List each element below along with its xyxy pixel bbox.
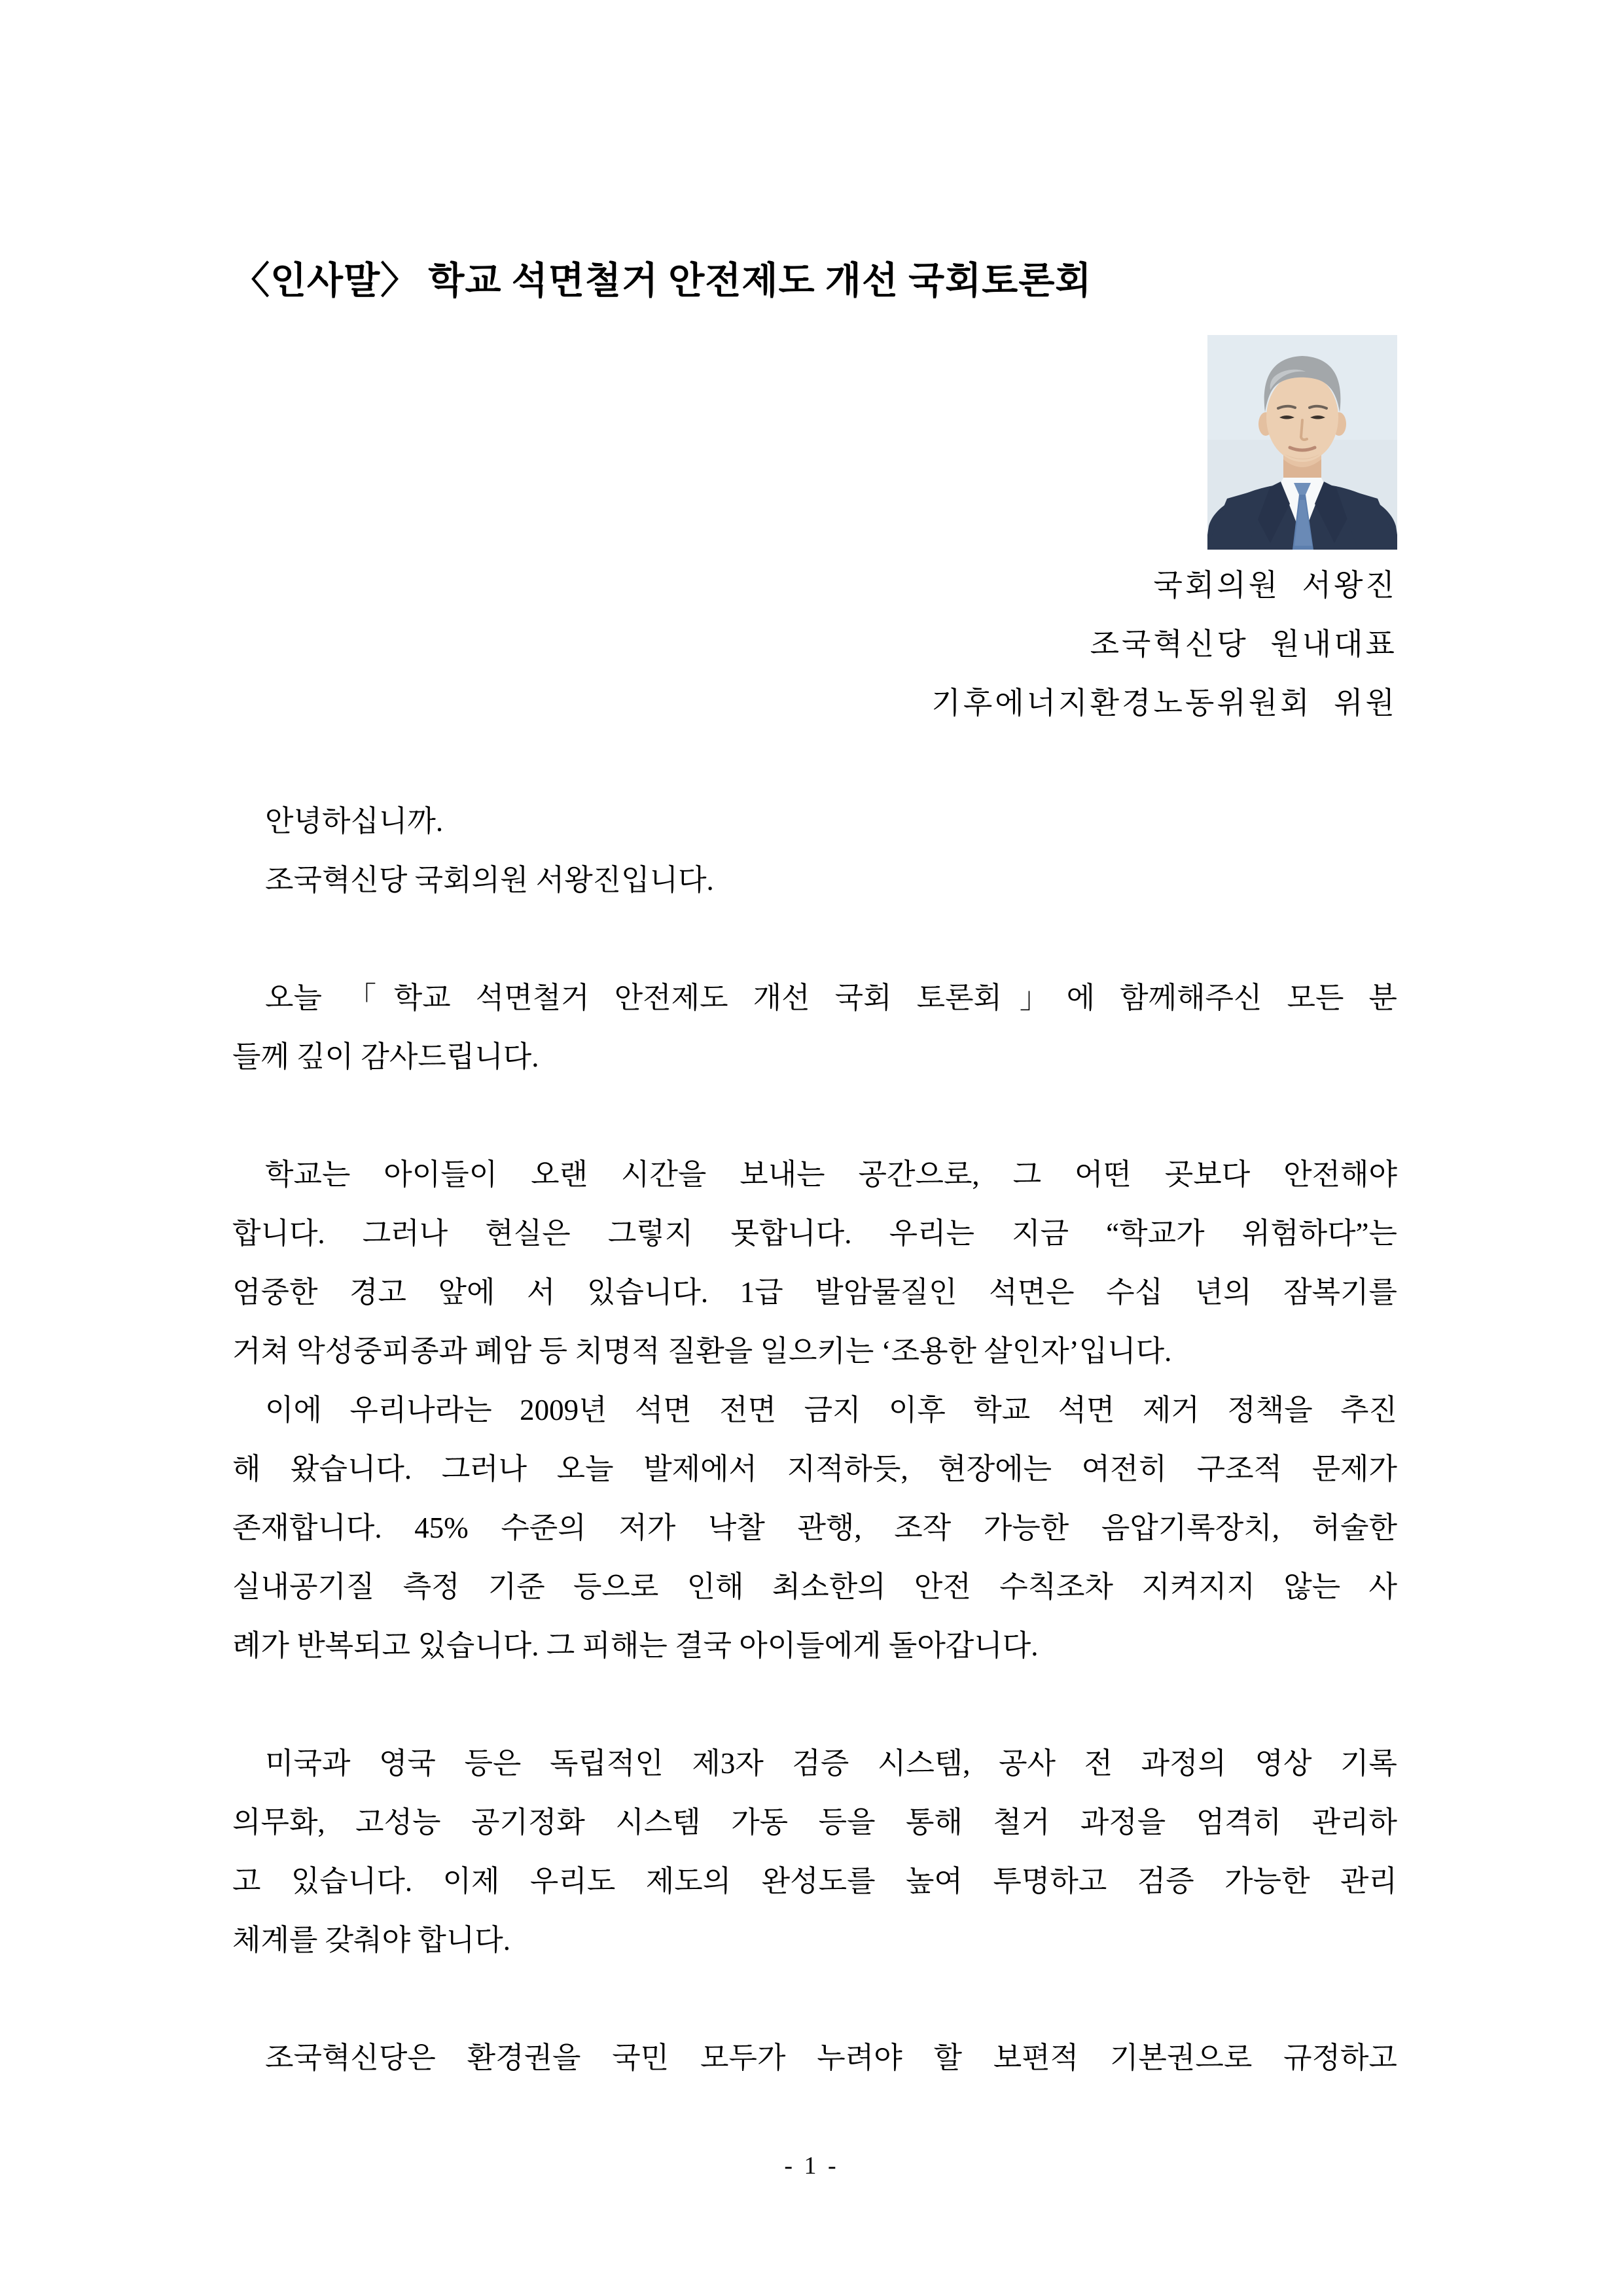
page-number: - 1 - bbox=[784, 2152, 839, 2180]
text-line: 조국혁신당 국회의원 서왕진입니다. bbox=[265, 864, 714, 896]
text-line: 합니다. 그러나 현실은 그렇지 못합니다. 우리는 지금 “학교가 위험하다”는 bbox=[232, 1217, 1397, 1250]
byline-party-role: 조국혁신당 원내대표 bbox=[1090, 627, 1397, 661]
byline-role-name: 국회의원 서왕진 bbox=[1153, 569, 1397, 602]
text-line: 체계를 갖춰야 합니다. bbox=[232, 1924, 510, 1956]
paragraph bbox=[232, 1145, 1397, 1381]
text-line: 학교는 아이들이 오랜 시간을 보내는 공간으로, 그 어떤 곳보다 안전해야 bbox=[265, 1158, 1397, 1191]
text-line: 미국과 영국 등은 독립적인 제3자 검증 시스템, 공사 전 과정의 영상 기록 bbox=[265, 1747, 1397, 1780]
paragraph bbox=[232, 1734, 1397, 1969]
text-line: 안녕하십니까. bbox=[265, 805, 444, 838]
text-line: 이에 우리나라는 2009년 석면 전면 금지 이후 학교 석면 제거 정책을 추진 bbox=[265, 1394, 1397, 1426]
byline-committee: 기후에너지환경노동위원회 위원 bbox=[931, 686, 1397, 720]
text-line: 오늘 「학교 석면철거 안전제도 개선 국회 토론회」에 함께해주신 모든 분 bbox=[265, 981, 1397, 1014]
text-line: 들께 깊이 감사드립니다. bbox=[232, 1040, 539, 1073]
photo-row bbox=[232, 335, 1397, 550]
text-line: 존재합니다. 45% 수준의 저가 낙찰 관행, 조작 가능한 음압기록장치, 허술한 bbox=[232, 1511, 1397, 1544]
portrait-illustration bbox=[1207, 335, 1397, 550]
text-line: 의무화, 고성능 공기정화 시스템 가동 등을 통해 철거 과정을 엄격히 관리하 bbox=[232, 1806, 1397, 1839]
paragraph bbox=[232, 2028, 1397, 2087]
text-line: 고 있습니다. 이제 우리도 제도의 완성도를 높여 투명하고 검증 가능한 관리 bbox=[232, 1865, 1397, 1898]
document-body bbox=[232, 792, 1397, 2087]
portrait-photo bbox=[1207, 335, 1397, 550]
text-line: 실내공기질 측정 기준 등으로 인해 최소한의 안전 수칙조차 지켜지지 않는 사 bbox=[232, 1570, 1397, 1603]
document-title: 〈인사말〉 학교 석면철거 안전제도 개선 국회토론회 bbox=[232, 260, 1092, 302]
paragraph bbox=[232, 792, 1397, 851]
byline bbox=[232, 556, 1397, 733]
paragraph bbox=[232, 968, 1397, 1086]
text-line: 례가 반복되고 있습니다. 그 피해는 결국 아이들에게 돌아갑니다. bbox=[232, 1629, 1039, 1662]
paragraph bbox=[232, 1381, 1397, 1675]
text-line: 거쳐 악성중피종과 폐암 등 치명적 질환을 일으키는 ‘조용한 살인자’입니다. bbox=[232, 1335, 1172, 1368]
text-line: 조국혁신당은 환경권을 국민 모두가 누려야 할 보편적 기본권으로 규정하고 bbox=[265, 2041, 1397, 2074]
text-line: 해 왔습니다. 그러나 오늘 발제에서 지적하듯, 현장에는 여전히 구조적 문제가 bbox=[232, 1453, 1397, 1485]
text-line: 엄중한 경고 앞에 서 있습니다. 1급 발암물질인 석면은 수십 년의 잠복기를 bbox=[232, 1276, 1397, 1309]
paragraph bbox=[232, 851, 1397, 910]
